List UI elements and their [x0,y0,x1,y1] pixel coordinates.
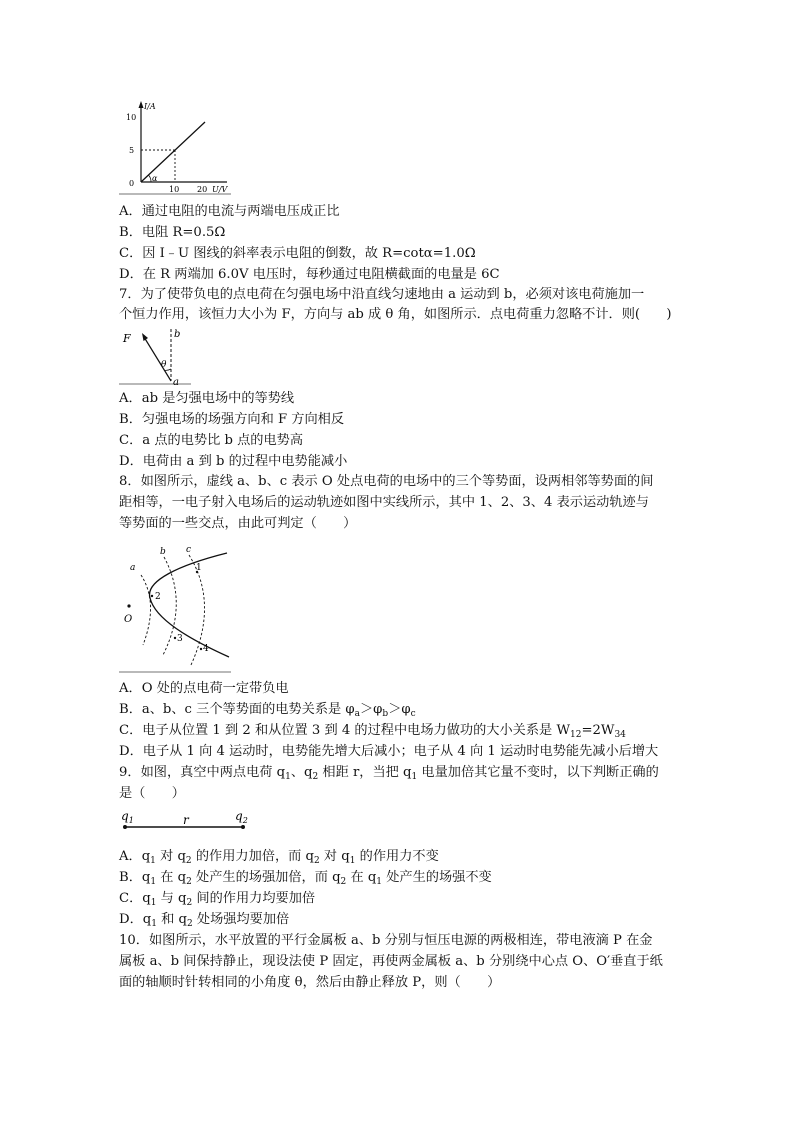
label-r: r [183,813,189,827]
label-b: b [160,547,166,557]
q7-option-d: D．电荷由 a 到 b 的过程中电势能减小 [119,454,348,469]
q8-stem-line3: 等势面的一些交点，由此可判定（ ） [119,516,357,531]
q7-option-a: A．ab 是匀强电场中的等势线 [119,391,295,406]
q6-option-b: B．电阻 R=0.5Ω [119,225,226,240]
angle-label: α [152,174,158,183]
q9-stem-line1: 9．如图，真空中两点电荷 $q_1$、$q_2$ 相距 r，当把 $q_1$ 电量加倍其它量不变时，以下判断正确的 [119,765,659,782]
charge-o-dot [127,604,130,607]
label-q1: $q_1$ [121,809,134,825]
charge-q2-dot [241,825,245,829]
q9-option-d: D．$q_1$ 和 $q_2$ 处场强均要加倍 [119,912,290,929]
trajectory [150,553,229,657]
q8-stem-line1: 8．如图所示，虚线 a、b、c 表示 O 处点电荷的电场中的三个等势面，设两相邻等势面的间 [119,474,654,489]
equipotential-b [163,557,176,655]
q10-stem-line2: 属板 a、b 间保持静止，现设法使 P 固定，再使两金属板 a、b 分别绕中心点 O、O′垂直于纸 [119,954,663,969]
equipotential-a [141,575,151,645]
charge-q1-dot [123,825,127,829]
force-diagram [119,325,191,387]
point-label-b: b [174,329,181,340]
iu-line [141,122,205,182]
q8-option-c: C．电子从位置 1 到 2 和从位置 3 到 4 的过程中电场力做功的大小关系是 $W_{12}=2W_{34}$ [119,723,626,740]
q6-option-c: C．因 I﹣U 图线的斜率表示电阻的倒数，故 R=cotα=1.0Ω [119,246,476,261]
iu-graph [119,98,231,198]
x-tick-10: 10 [169,185,180,194]
q10-stem-line1: 10．如图所示，水平放置的平行金属板 a、b 分别与恒压电源的两极相连，带电液滴 P 在金 [119,933,653,948]
q7-option-c: C．a 点的电势比 b 点的电势高 [119,433,304,448]
q8-stem-line2: 距相等，一电子射入电场后的运动轨迹如图中实线所示，其中 1、2、3、4 表示运动轨迹与 [119,495,649,510]
q8-option-a: A．O 处的点电荷一定带负电 [119,681,289,696]
q9-stem-line2: 是（ ） [119,786,185,801]
origin-label: 0 [129,179,135,188]
point-1: 1 [196,563,202,573]
x-axis-label: U/V [212,185,228,194]
q8-option-b: B．a、b、c 三个等势面的电势关系是 $\varphi_a>\varphi_b>\varphi_c$ [119,702,416,719]
y-tick-5: 5 [129,146,135,155]
label-a: a [130,563,136,573]
point-3: 3 [177,634,183,644]
q9-option-c: C．$q_1$ 与 $q_2$ 间的作用力均要加倍 [119,891,316,908]
label-o: O [124,614,133,625]
q7-option-b: B．匀强电场的场强方向和 F 方向相反 [119,412,345,427]
q9-option-a: A．$q_1$ 对 $q_2$ 的作用力加倍，而 $q_2$ 对 $q_1$ 的作用力不变 [119,849,439,866]
x-tick-20: 20 [197,185,208,194]
theta-label: θ [161,360,167,370]
two-charges-diagram [119,806,251,844]
label-q2: $q_2$ [235,809,248,825]
q7-stem-line2: 个恒力作用，该恒力大小为 F，方向与 ab 成 θ 角，如图所示．点电荷重力忽略不计．则( ) [119,307,672,322]
q10-stem-line3: 面的轴顺时针转相同的小角度 θ，然后由静止释放 P，则（ ） [119,975,501,990]
label-c: c [186,545,192,555]
point-label-a: a [173,377,179,387]
equipotential-diagram [119,543,231,675]
force-label-f: F [123,332,131,345]
point-2: 2 [155,592,161,602]
y-axis-label: I/A [144,102,156,111]
q7-stem-line1: 7．为了使带负电的点电荷在匀强电场中沿直线匀速地由 a 运动到 b，必须对该电荷施加一 [119,287,645,302]
q8-option-d: D．电子从 1 向 4 运动时，电势能先增大后减小；电子从 4 向 1 运动时电势能先减小后增大 [119,744,659,759]
y-tick-10: 10 [126,113,137,122]
q6-option-d: D．在 R 两端加 6.0V 电压时，每秒通过电阻横截面的电量是 6C [119,267,500,282]
point-4: 4 [203,644,209,654]
q6-option-a: A．通过电阻的电流与两端电压成正比 [119,204,340,219]
q9-option-b: B．$q_1$ 在 $q_2$ 处产生的场强加倍，而 $q_2$ 在 $q_1$ 处产生的场强不变 [119,870,492,887]
